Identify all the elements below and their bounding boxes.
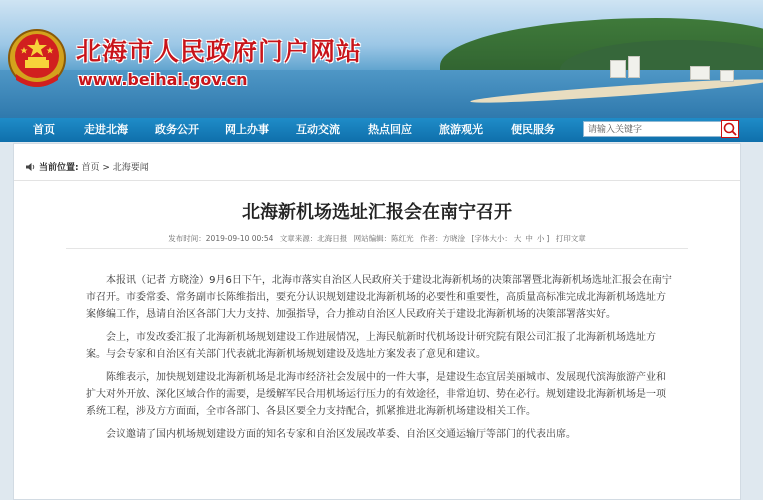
nav-item-interaction[interactable]: 互动交流 [296, 123, 340, 136]
breadcrumb-home[interactable]: 首页 [81, 163, 100, 173]
nav-item-hot-response[interactable]: 热点回应 [368, 123, 412, 136]
divider [14, 180, 740, 181]
font-size-label: [字体大小： [471, 234, 512, 243]
search-input[interactable]: 请输入关键字 [583, 121, 722, 137]
search-icon [722, 121, 738, 137]
font-size-end: ] [546, 234, 550, 243]
article-paragraph: 陈维表示，加快规划建设北海新机场是北海市经济社会发展中的一件大事，是建设生态宜居美丽城市、发展现代滨海旅游产业和扩大对外开放、深化区域合作的需要，是缓解军民合用机场运行压力的有效途径，非常迫切、势在必行。规划建设北海新机场是一项系统工程，涉及方方面面，全市各部门、各县区要全力支持配合，抓紧推进北海新机场建设相关工作。 [86, 372, 666, 417]
divider [66, 248, 688, 249]
nav-item-gov-open[interactable]: 政务公开 [155, 123, 199, 136]
font-size-medium[interactable]: 中 [525, 234, 533, 243]
site-title: 北海市人民政府门户网站 [76, 37, 363, 66]
banner-building [610, 60, 626, 78]
speaker-icon [26, 163, 36, 171]
breadcrumb [26, 160, 149, 173]
article-paragraph: 会议邀请了国内机场规划建设方面的知名专家和自治区发展改革委、自治区交通运输厅等部门的代表出席。 [106, 429, 576, 440]
breadcrumb-label: 当前位置: [39, 163, 79, 173]
article-card [13, 143, 741, 500]
search-button[interactable] [721, 120, 739, 138]
banner-building [720, 70, 734, 82]
national-emblem-icon [6, 24, 68, 94]
publish-time: 发布时间：2019-09-10 00:54 [168, 234, 274, 243]
font-size-large[interactable]: 大 [513, 234, 522, 243]
banner-building [690, 66, 710, 80]
nav-item-home[interactable]: 首页 [33, 123, 55, 136]
print-article-link[interactable]: 打印文章 [555, 234, 586, 243]
banner-building [628, 56, 640, 78]
article-title: 北海新机场选址汇报会在南宁召开 [242, 202, 512, 223]
article-meta [14, 233, 740, 244]
site-editor: 网站编辑：陈红光 [353, 234, 414, 243]
breadcrumb-section[interactable]: 北海要闻 [112, 163, 149, 173]
site-url[interactable]: www.beihai.gov.cn [78, 70, 248, 89]
breadcrumb-separator: > [102, 163, 110, 173]
article-body [86, 272, 672, 449]
nav-item-online-service[interactable]: 网上办事 [225, 123, 269, 136]
header-banner [0, 0, 763, 118]
font-size-small[interactable]: 小 [536, 234, 545, 243]
article-paragraph: 本报讯（记者 方晓淦）9月6日下午，北海市落实自治区人民政府关于建设北海新机场的决策部署暨北海新机场选址汇报会在南宁市召开。市委常委、常务副市长陈维指出，要充分认识规划建设北海新机场的必要性和重要性，高质量高标准完成北海新机场选址方案修编工作，恳请自治区各部门大力支持、加强指导，合力推动自治区人民政府关于建设北海新机场的决策部署落实好。 [86, 275, 672, 320]
article-paragraph: 会上，市发改委汇报了北海新机场规划建设工作进展情况，上海民航新时代机场设计研究院有限公司汇报了北海新机场选址方案。与会专家和自治区有关部门代表就北海新机场规划建设及选址方案发表了意见和建议。 [86, 332, 656, 360]
article-source: 文章来源：北海日报 [279, 234, 348, 243]
nav-item-about[interactable]: 走进北海 [84, 123, 128, 136]
nav-item-convenience[interactable]: 便民服务 [511, 123, 555, 136]
article-author: 作者：方晓淦 [420, 234, 466, 243]
nav-item-tourism[interactable]: 旅游观光 [439, 123, 483, 136]
